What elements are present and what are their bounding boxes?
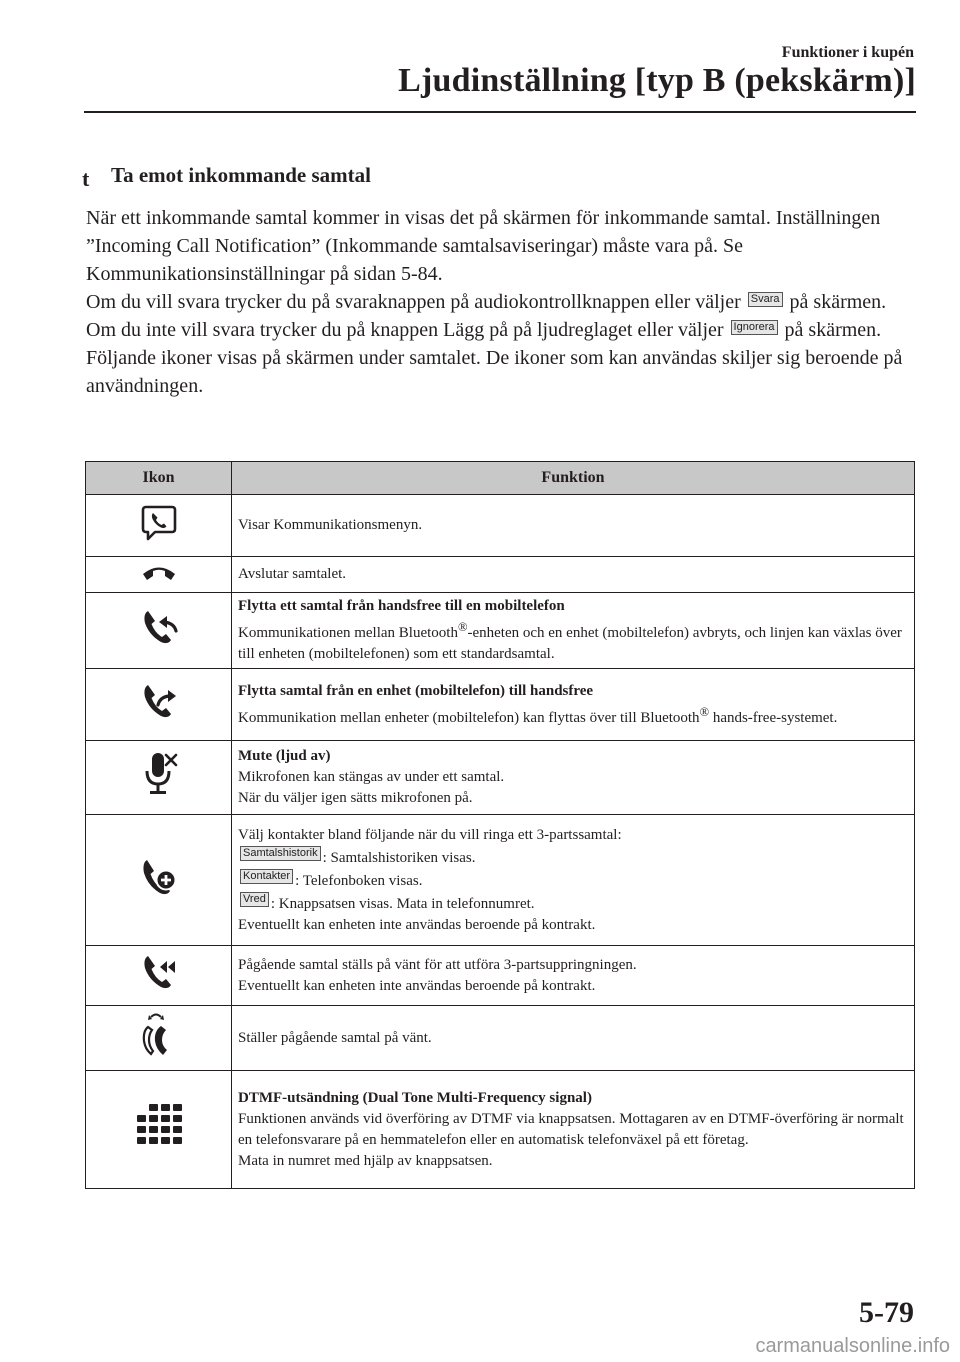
table-row [86,815,915,946]
subsection-marker: t [82,166,90,191]
option-line: Samtalshistorik : Samtalshistoriken visas. [238,846,908,869]
function-cell [232,669,915,741]
function-cell: Avslutar samtalet. [232,557,915,593]
section-header: Funktioner i kupén [781,44,914,61]
row-description: Kommunikation mellan enheter (mobiltelefon) kan flyttas över till Bluetooth® hands-free-systemet. [238,704,838,726]
row-description: Kommunikationen mellan Bluetooth®-enheten och en enhet (mobiltelefon) avbryts, och linjen kan växlas över till enheten (mobiltelefonen) som ett standardsamtal. [238,620,902,662]
chapter-title: Ljudinställning [typ B (pekskärm)] [398,62,916,99]
table-row [86,669,915,741]
answer-button: Svara [748,292,783,307]
transfer-to-phone-icon [137,605,181,649]
intro-paragraph-1: När ett inkommande samtal kommer in visas det på skärmen för inkommande samtal. Inställningen ”Incoming Call Notification” (Inkommande samtalsaviseringar) måste vara på. Se Kommunikationsinställningar på sidan 5-84. [86,207,881,285]
row-line: Pågående samtal ställs på vänt för att utföra 3-partsuppringningen. [238,956,637,973]
intro-paragraph-2: Om du vill svara trycker du på svaraknappen på audiokontrollknappen eller väljer Svara på skärmen. [86,291,887,313]
row-line: Funktionen används vid överföring av DTMF via knappsatsen. Mottagaren av en DTMF-överföring är normalt en telefonsvarare på en hemmatelefon eller en automatisk telefonväxel på ett företag. [238,1110,904,1148]
function-cell [232,946,915,1006]
icon-function-table [85,461,915,1189]
row-line: Mikrofonen kan stängas av under ett samtal. [238,769,505,785]
row-title: Flytta ett samtal från handsfree till en mobiltelefon [238,598,565,614]
table-row [86,593,915,669]
function-cell: Visar Kommunikationsmenyn. [232,495,915,557]
function-cell [232,815,915,946]
table-row [86,1006,915,1071]
table-row [86,1071,915,1189]
row-title: Flytta samtal från en enhet (mobiltelefon) till handsfree [238,682,594,699]
watermark: carmanualsonline.info [755,1335,950,1357]
row-line: Välj kontakter bland följande när du vill ringa ett 3-partssamtal: [238,826,622,843]
row-line: Eventuellt kan enheten inte användas beroende på kontrakt. [238,916,596,933]
end-call-icon [139,559,179,583]
keypad-icon [133,1100,185,1152]
call-history-button: Samtalshistorik [240,846,321,861]
row-title: DTMF-utsändning (Dual Tone Multi-Frequency signal) [238,1089,592,1106]
function-cell [232,741,915,815]
mute-microphone-icon [139,749,179,799]
add-call-icon [137,853,181,901]
table-row [86,495,915,557]
header-rule [84,111,916,113]
function-cell [232,1071,915,1189]
intro-text [86,204,926,400]
column-header-icon: Ikon [86,462,232,495]
dial-button: Vred [240,892,269,907]
swap-call-icon [139,1011,179,1059]
subsection-title: Ta emot inkommande samtal [111,163,371,187]
page-number: 5-79 [859,1296,914,1329]
row-title: Mute (ljud av) [238,748,331,764]
transfer-to-handsfree-icon [137,679,181,723]
table-row [86,946,915,1006]
function-cell: Ställer pågående samtal på vänt. [232,1006,915,1071]
contacts-button: Kontakter [240,869,293,884]
column-header-function: Funktion [232,462,915,495]
row-line: Mata in numret med hjälp av knappsatsen. [238,1152,493,1169]
row-line: Eventuellt kan enheten inte användas beroende på kontrakt. [238,977,596,994]
table-header-row [86,462,915,495]
table-row [86,557,915,593]
option-line: Vred : Knappsatsen visas. Mata in telefonnumret. [238,892,908,915]
option-line: Kontakter : Telefonboken visas. [238,869,908,892]
ignore-button: Ignorera [731,320,778,335]
table-row [86,741,915,815]
communication-menu-icon [139,502,179,542]
row-line: När du väljer igen sätts mikrofonen på. [238,790,473,806]
intro-paragraph-3: Om du inte vill svara trycker du på knappen Lägg på på ljudreglaget eller väljer Ignorera på skärmen. [86,319,882,341]
intro-paragraph-4: Följande ikoner visas på skärmen under samtalet. De ikoner som kan användas skiljer sig beroende på användningen. [86,347,903,397]
merge-call-icon [137,950,181,994]
function-cell [232,593,915,669]
